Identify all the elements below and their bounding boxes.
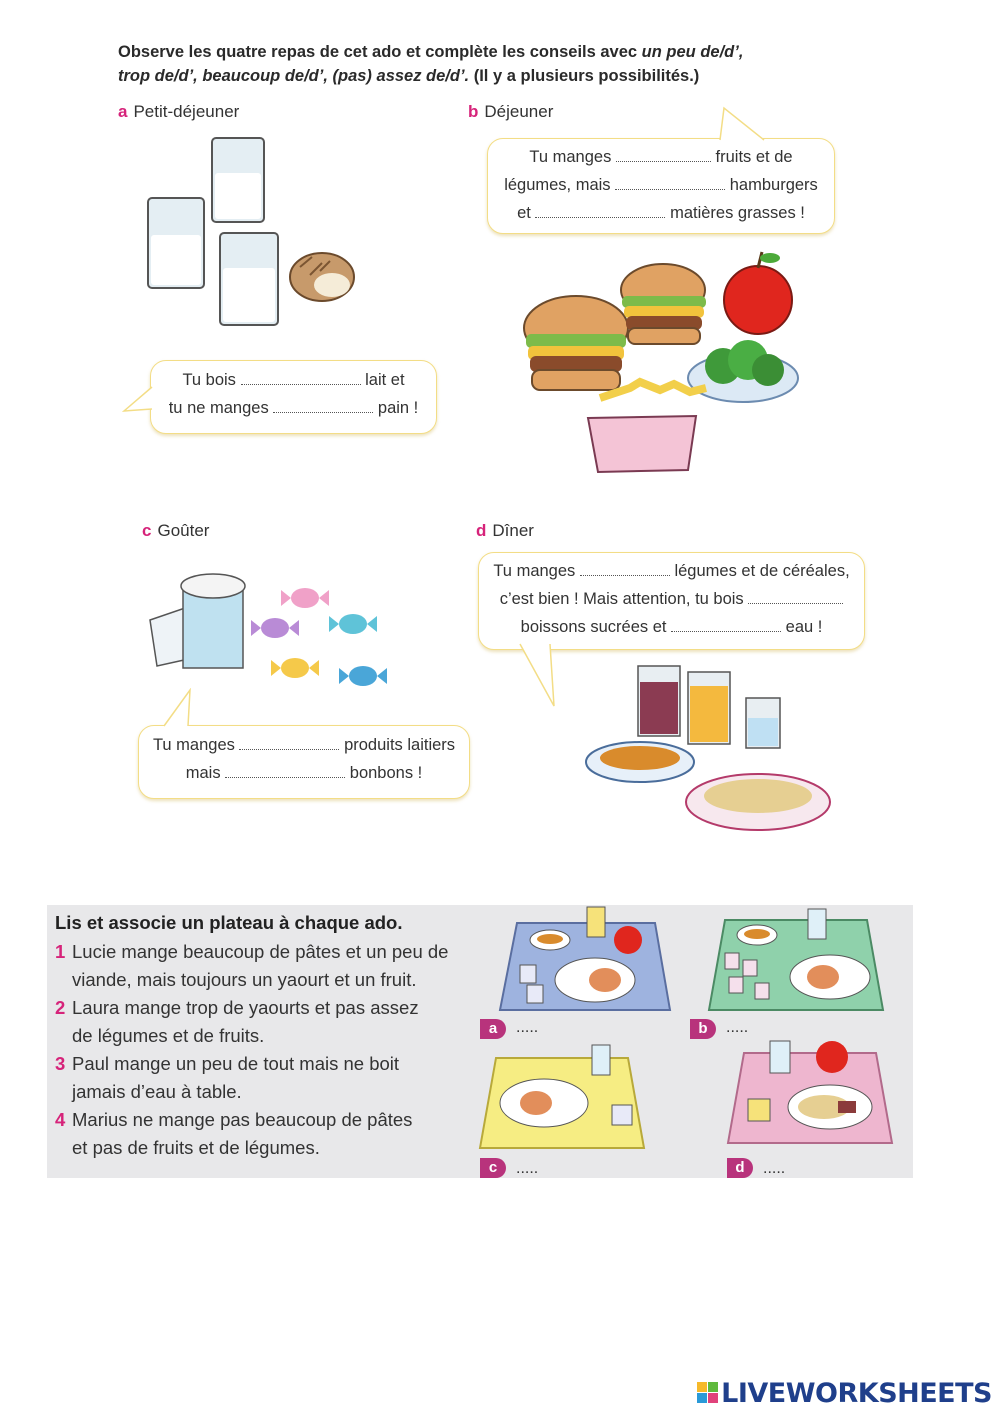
instructions-text-1: Observe les quatre repas de cet ado et complète les conseils avec (118, 43, 642, 61)
item-text: Marius ne mange pas beaucoup de pâtes (72, 1109, 413, 1130)
answer-blank-a1[interactable] (241, 370, 361, 385)
answer-blank-d2[interactable] (748, 589, 843, 604)
bubble-b-text: hamburgers (729, 176, 818, 194)
matching-item-1 (55, 938, 448, 994)
item-text: de légumes et de fruits. (72, 1025, 265, 1046)
item-number: 4 (55, 1109, 66, 1130)
liveworksheets-logo[interactable] (697, 1378, 992, 1409)
candy-icon (251, 618, 299, 638)
section-a-title-text: Petit-déjeuner (133, 102, 240, 121)
section-c-letter: c (142, 521, 152, 540)
lunch-illustration (518, 248, 803, 493)
bubble-c-text: produits laitiers (344, 736, 456, 754)
answer-blank-d1[interactable] (580, 561, 670, 576)
tray-c-answer[interactable]: ..... (516, 1160, 539, 1177)
speech-bubble-c (138, 725, 470, 799)
juice-glass-icon (688, 672, 730, 744)
speech-bubble-b (487, 138, 835, 234)
snack-illustration (145, 568, 405, 698)
item-text: jamais d’eau à table. (72, 1081, 242, 1102)
bubble-c-text: Tu manges (152, 736, 235, 754)
section-a-title (118, 102, 239, 122)
tray-b-answer[interactable]: ..... (726, 1019, 749, 1036)
item-text: viande, mais toujours un yaourt et un fruit. (72, 969, 417, 990)
candy-icon (281, 588, 329, 608)
item-text: Lucie mange beaucoup de pâtes et un peu de (72, 941, 449, 962)
section-d-title-text: Dîner (492, 521, 534, 540)
tray-a-answer[interactable]: ..... (516, 1019, 539, 1036)
tray-b (705, 905, 887, 1020)
bread-icon (290, 253, 354, 301)
item-number: 1 (55, 941, 66, 962)
answer-blank-b3[interactable] (535, 203, 665, 218)
bubble-tail (518, 642, 558, 708)
matching-item-3 (55, 1050, 399, 1106)
instructions (118, 40, 818, 88)
instructions-text-2: (Il y a plusieurs possibilités.) (469, 67, 700, 85)
instructions-italic-2: trop de/d’, beaucoup de/d’, (pas) assez de/d’. (118, 67, 470, 85)
bubble-a-text: tu ne manges (168, 399, 269, 417)
tray-a (495, 905, 675, 1020)
section-a-letter: a (118, 102, 128, 121)
tray-c-tag: c (480, 1158, 506, 1178)
bubble-d-text: boissons sucrées et (520, 618, 667, 636)
milk-glass-icon (212, 138, 264, 222)
tray-b-tag: b (690, 1019, 716, 1039)
bubble-c-text: bonbons ! (349, 764, 423, 782)
item-number: 3 (55, 1053, 66, 1074)
section-c-title (142, 521, 209, 541)
bubble-tail (718, 106, 768, 142)
bubble-b-text: Tu manges (529, 148, 612, 166)
item-text: Paul mange un peu de tout mais ne boit (72, 1053, 400, 1074)
answer-blank-b1[interactable] (616, 147, 711, 162)
apple-icon (724, 252, 792, 334)
yogurt-icon (150, 574, 245, 668)
bubble-b-text: légumes, mais (504, 176, 611, 194)
section-b-title (468, 102, 553, 122)
item-number: 2 (55, 997, 66, 1018)
bubble-b-text: fruits et de (715, 148, 793, 166)
answer-blank-a2[interactable] (273, 398, 373, 413)
bubble-a-text: Tu bois (182, 371, 236, 389)
water-glass-icon (746, 698, 780, 748)
section-b-title-text: Déjeuner (484, 102, 554, 121)
hamburger-icon (621, 264, 706, 344)
bubble-tail (162, 688, 194, 728)
section-b-letter: b (468, 102, 479, 121)
answer-blank-c2[interactable] (225, 763, 345, 778)
section-c-title-text: Goûter (157, 521, 210, 540)
speech-bubble-a (150, 360, 437, 434)
bubble-d-text: eau ! (785, 618, 823, 636)
matching-title: Lis et associe un plateau à chaque ado. (55, 912, 403, 933)
dinner-illustration (580, 662, 835, 842)
bubble-a-text: pain ! (377, 399, 419, 417)
milk-glass-icon (220, 233, 278, 325)
pasta-plate-icon (686, 774, 830, 830)
tray-c (478, 1043, 650, 1153)
pasta-plate-icon (586, 742, 694, 782)
salad-plate-icon (688, 340, 798, 402)
speech-bubble-d (478, 552, 865, 650)
bubble-d-text: Tu manges (493, 562, 576, 580)
answer-blank-b2[interactable] (615, 175, 725, 190)
bubble-d-text: c’est bien ! Mais attention, tu bois (499, 590, 744, 608)
liveworksheets-logo-icon (697, 1382, 719, 1404)
hamburger-icon (524, 296, 628, 390)
breakfast-illustration (140, 135, 360, 335)
section-d-letter: d (476, 521, 487, 540)
candy-icon (339, 666, 387, 686)
bubble-tail (122, 385, 154, 415)
brand-name: LIVEWORKSHEETS (721, 1378, 992, 1409)
matching-item-2 (55, 994, 419, 1050)
milk-glass-icon (148, 198, 204, 288)
section-d-title (476, 521, 534, 541)
bubble-b-text: et (517, 204, 531, 222)
answer-blank-c1[interactable] (239, 735, 339, 750)
candy-icon (271, 658, 319, 678)
item-text: Laura mange trop de yaourts et pas assez (72, 997, 419, 1018)
bubble-b-text: matières grasses ! (670, 204, 805, 222)
tray-d-answer[interactable]: ..... (763, 1160, 786, 1177)
instructions-italic-1: un peu de/d’, (641, 43, 744, 61)
fries-box-icon (588, 382, 706, 472)
bubble-d-text: légumes et de céréales, (674, 562, 850, 580)
answer-blank-d3[interactable] (671, 617, 781, 632)
tray-d (726, 1035, 898, 1150)
item-text: et pas de fruits et de légumes. (72, 1137, 320, 1158)
juice-glass-icon (638, 666, 680, 736)
bubble-c-text: mais (185, 764, 221, 782)
candy-icon (329, 614, 377, 634)
bubble-a-text: lait et (365, 371, 405, 389)
tray-d-tag: d (727, 1158, 753, 1178)
matching-item-4 (55, 1106, 412, 1162)
tray-a-tag: a (480, 1019, 506, 1039)
